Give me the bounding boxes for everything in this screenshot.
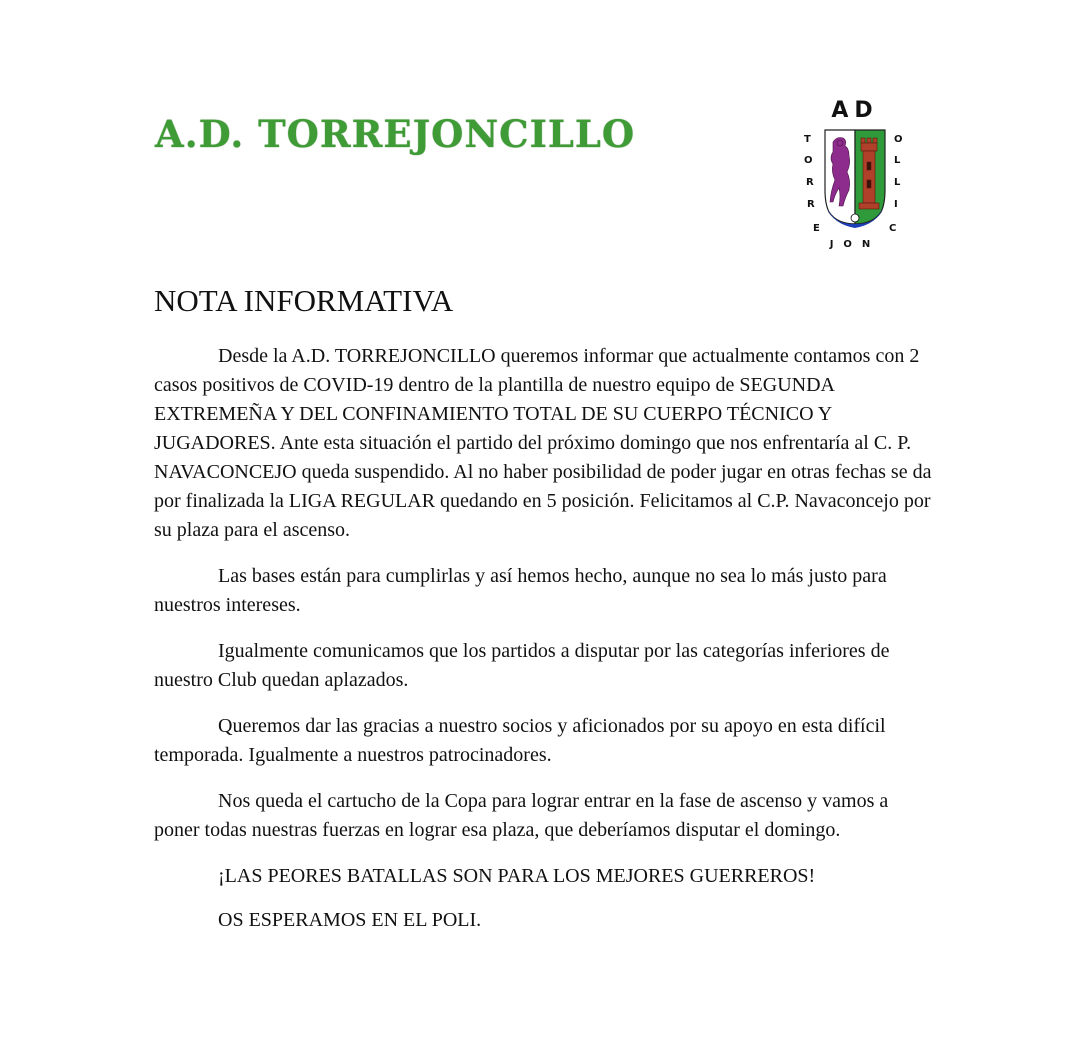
- crest-letter-right: I: [894, 199, 898, 210]
- crest-letter-left: R: [807, 199, 815, 210]
- paragraph: Igualmente comunicamos que los partidos a disputar por las categorías inferiores de nuestro Club quedan aplazados.: [154, 640, 890, 691]
- paragraph: Queremos dar las gracias a nuestro socios y aficionados por su apoyo en esta difícil temporada. Igualmente a nuestros patrocinadores.: [154, 715, 886, 766]
- crest-letter-right: L: [894, 177, 901, 188]
- crest-letter-left: O: [804, 155, 813, 166]
- crest-letter-right: C: [889, 223, 897, 234]
- crest-bottom-text: JON: [829, 239, 881, 250]
- crest-letter-right: L: [894, 155, 901, 166]
- crest-letter-left: R: [806, 177, 814, 188]
- document-heading: NOTA INFORMATIVA: [154, 283, 454, 318]
- club-crest: [790, 98, 920, 260]
- closing-line: OS ESPERAMOS EN EL POLI.: [218, 909, 482, 931]
- club-title: A.D. TORREJONCILLO: [155, 112, 636, 156]
- crest-letter-left: T: [804, 134, 811, 145]
- paragraph: Las bases están para cumplirlas y así hemos hecho, aunque no sea lo más justo para nuestros intereses.: [154, 565, 887, 616]
- crest-letter-right: O: [894, 134, 903, 145]
- closing-line: ¡LAS PEORES BATALLAS SON PARA LOS MEJORES GUERREROS!: [218, 865, 816, 887]
- crest-lion: [830, 138, 850, 207]
- document-body: [154, 342, 934, 950]
- crest-top-text: AD: [831, 98, 879, 123]
- crest-letter-left: E: [813, 223, 820, 234]
- crest-shield-icon: [823, 128, 887, 238]
- paragraph: Desde la A.D. TORREJONCILLO queremos informar que actualmente contamos con 2 casos positivos de COVID-19 dentro de la plantilla de nuestro equipo de SEGUNDA EXTREMEÑA Y DEL CONFINAMIENTO TOTAL DE SU CUERPO TÉCNICO Y JUGADORES. Ante esta situación el partido del próximo domingo que nos enfrentaría al C. P. NAVACONCEJO queda suspendido. Al no haber posibilidad de poder jugar en otras fechas se da por finalizada la LIGA REGULAR quedando en 5 posición. Felicitamos al C.P. Navaconcejo por su plaza para el ascenso.: [154, 345, 932, 541]
- paragraph: Nos queda el cartucho de la Copa para lograr entrar en la fase de ascenso y vamos a poner todas nuestras fuerzas en lograr esa plaza, que deberíamos disputar el domingo.: [154, 790, 889, 841]
